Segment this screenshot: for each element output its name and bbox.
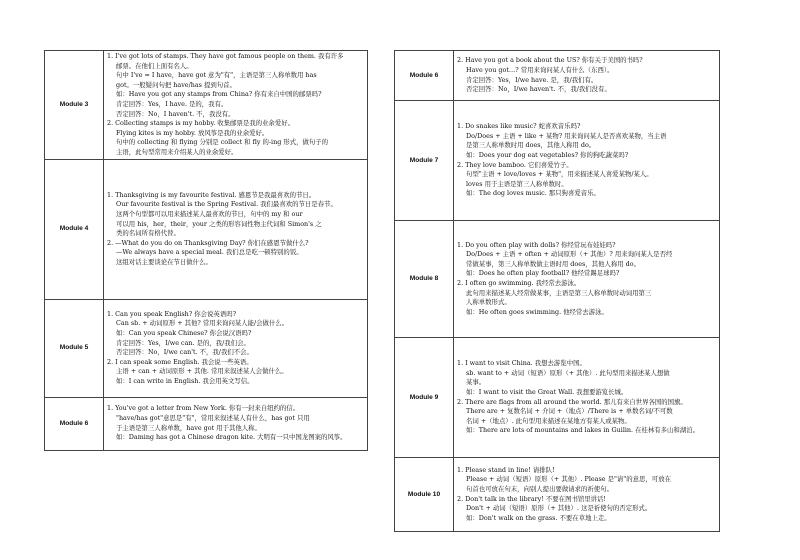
module-label: Module 8 [395,221,454,338]
content-line: 如：Daming has got a Chinese dragon kite. 大明有一只中国龙图案的风筝。 [116,433,347,442]
module-row [45,51,368,160]
content-line: 是第三人称单数时用 does，其他人称用 do。 [466,141,596,150]
module-row [45,299,368,397]
content-line: 如：He often goes swimming. 他经常去游泳。 [466,307,608,316]
content-line: 如：Does he often play football? 他经常踢足球吗? [466,269,620,278]
content-line: 于主语是第三人称单数，have got 用于其他人称。 [116,423,261,432]
content-line: There are + 复数名词 + 介词 +（地点）/There is + 单数名词/不可数 [466,407,673,416]
content-line: 可以用 his，her，their，your 之类的形容词性物主代词和 Simon's 之 [116,219,322,228]
content-line: 句中 I've = I have，have got 意为"有"，主语是第三人称单数用 has [116,71,317,80]
grammar-table-right [394,50,720,532]
content-line: 如：Have you got any stamps from China? 你有来自中国的邮票吗? [116,90,322,99]
module-content [104,51,368,160]
content-line: 2. Have you got a book about the US? 你有关于美国的书吗? [457,56,643,65]
content-line: 1. Please stand in line! 请排队! [457,465,555,474]
module-content [454,51,720,101]
content-line: 2. I often go swimming. 我经常去游泳。 [457,279,581,287]
content-line: Have you got…? 常用来询问某人有什么（东西）。 [466,65,614,74]
module-label: Module 7 [395,101,454,221]
content-line: 否定回答：No，I haven't. 不，我没有。 [116,109,235,118]
content-line: Our favourite festival is the Spring Festival. 我们最喜欢的节日是春节。 [116,200,337,209]
content-line: 如：The dog loves music. 那只狗喜爱音乐。 [466,189,600,198]
module-row [395,338,720,458]
module-content [104,159,368,299]
content-line: 句中的 collecting 和 flying 分别是 collect 和 fly 的-ing 形式，做句子的 [116,138,329,147]
module-row [395,221,720,338]
module-content [104,397,368,450]
content-line: 2. I can speak some English. 我会说一些英语。 [107,357,253,366]
content-line: 1. I want to visit China. 我想去游览中国。 [457,359,586,368]
module-row [45,397,368,450]
content-line: 如：There are lots of mountains and lakes in Guilin. 在桂林有多山和湖泊。 [466,426,699,435]
module-label: Module 6 [45,397,104,450]
content-line: 肯定回答：Yes，I/we can. 是的，我/我们会。 [116,338,250,347]
content-line: sb. want to + 动词（短语）原形（+ 其他）. 此句型用来描述某人想做 [466,368,670,377]
content-line: 2. There are flags from all around the world. 那儿有来自世界各国的国旗。 [457,397,687,406]
content-line: 如：Don't walk on the grass. 不要在草地上走。 [466,513,611,522]
content-line: 主语 + can + 动词原形 + 其他. 常用来叙述某人会做什么。 [116,367,288,376]
module-label: Module 5 [45,299,104,397]
module-label: Module 3 [45,51,104,160]
module-label: Module 6 [395,51,454,101]
module-label: Module 9 [395,338,454,458]
content-line: 某事。 [466,378,486,387]
content-line: 这两个句型都可以用来描述某人最喜欢的节日，句中的 my 和 our [116,209,303,218]
content-line: Flying kites is my hobby. 放风筝是我的业余爱好。 [116,128,269,137]
content-line: 2. Don't talk in the library! 不要在图书馆里讲话! [457,494,606,503]
content-line: 1. Do you often play with dolls? 你经常玩布娃娃吗? [457,240,616,249]
module-label: Module 4 [45,159,104,299]
content-line: 如：I can write in English. 我会用英文写信。 [116,377,254,386]
module-content [454,101,720,221]
content-line: Can sb. + 动词原形 + 其他? 常用来询问某人能/会做什么。 [116,319,289,328]
content-line: got。一般疑问句把 have/has 提到句首。 [116,80,236,89]
content-line: 名词 +（地点）. 此句型用来描述在某地方有某人或某物。 [466,416,631,425]
module-content [454,338,720,458]
grammar-table-left [44,50,368,451]
content-line: 主语，此句型常用来介绍某人的业余爱好。 [116,148,238,157]
content-line: 否定回答：No，I/we can't. 不，我/我们不会。 [116,348,253,357]
content-line: —We always have a special meal. 我们总是吃一顿特别的饭。 [116,248,303,257]
content-line: 1. You've got a letter from New York. 你有一封来自纽约的信。 [107,404,300,413]
content-line: 2. —What do you do on Thanksgiving Day? 你们在感恩节做什么? [107,238,309,247]
content-line: 2. Collecting stamps is my hobby. 收集邮票是我的业余爱好。 [107,119,294,128]
content-line: 句首也可放在句末，向别人提出要做请求的祈使句。 [466,484,613,493]
module-row [45,159,368,299]
content-line: 这组对话主要谈论在节日做什么。 [116,258,212,267]
content-line: 类的名词所有格代替。 [116,229,180,238]
content-line: 1. Do snakes like music? 蛇喜欢音乐吗? [457,122,581,131]
content-line: 1. Can you speak English? 你会说英语吗? [107,309,237,318]
content-line: Do/Does + 主语 + like + 某物? 用来询问某人是否喜欢某物，当主语 [466,131,667,140]
module-row [395,101,720,221]
content-line: 如：Can you speak Chinese? 你会说汉语吗? [116,328,252,337]
content-line: Do/Does + 主语 + often + 动词原形（+ 其他）? 用来询问某人是否经 [466,250,673,259]
content-line: Please + 动词（短语）原形（+ 其他）. Please 是"请"的意思，可放在 [466,475,671,484]
content-line: 否定回答：No，I/we haven't. 不，我/我们没有。 [466,85,611,94]
content-line: 邮票。在他们上面有名人。 [116,61,193,70]
content-line: 此句用来描述某人经常做某事，主语是第三人称单数时动词用第三 [466,288,652,297]
module-content [104,299,368,397]
module-row [395,51,720,101]
content-line: 肯定回答：Yes，I/we have. 是，我/我们有。 [466,75,598,84]
content-line: 如：I want to visit the Great Wall. 我想要游览长城。 [466,387,628,396]
content-line: 1. I've got lots of stamps. They have got famous people on them. 我有许多 [107,52,344,60]
module-row [395,458,720,532]
content-line: loves 用于主语是第三人称单数时。 [466,179,568,188]
content-line: 肯定回答：Yes，I have. 是的，我有。 [116,100,228,109]
content-line: 如：Does your dog eat vegetables? 你的狗吃蔬菜吗? [466,150,629,159]
content-line: "have/has got"意思是"有"，常用来叙述某人有什么，has got 只用 [116,414,310,423]
module-content [454,221,720,338]
content-line: 常做某事，第三人称单数做主语时用 does，其他人称用 do。 [466,259,640,268]
content-line: 人称单数形式。 [466,298,511,307]
module-content [454,458,720,532]
module-label: Module 10 [395,458,454,532]
content-line: 1. Thanksgiving is my favourite festival. 感恩节是我最喜欢的节日。 [107,190,316,199]
content-line: 句型"主语 + love/loves + 某物"，用来描述某人喜爱某物/某人。 [466,170,653,179]
content-line: Don't + 动词（短语）原形（+ 其他）. 这是祈使句的否定形式。 [466,504,652,513]
content-line: 2. They love bamboo. 它们喜爱竹子。 [457,160,573,169]
